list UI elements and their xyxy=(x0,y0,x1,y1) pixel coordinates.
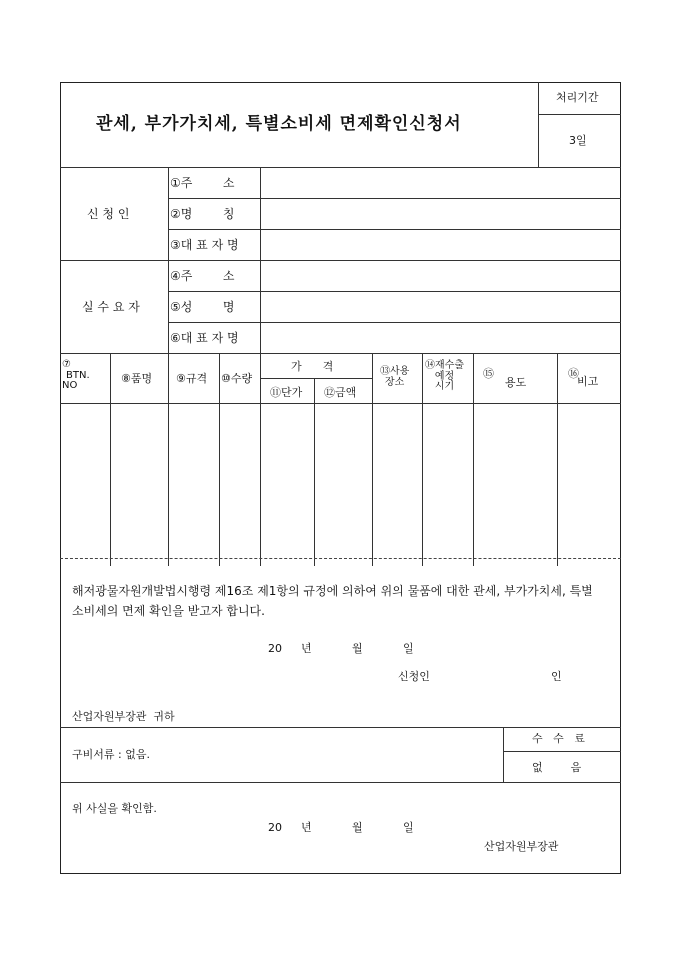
divider xyxy=(168,353,169,566)
signer-label: 신청인 xyxy=(398,670,430,683)
column-header-amount: ⑫금액 xyxy=(324,386,357,399)
divider xyxy=(473,353,474,566)
applicant-label: 신 청 인 xyxy=(87,207,130,221)
applicant-name-label: ②명 칭 xyxy=(170,207,235,221)
divider xyxy=(168,322,621,323)
divider xyxy=(60,167,621,168)
confirming-authority: 산업자원부장관 xyxy=(484,840,559,853)
form-title: 관세, 부가가치세, 특별소비세 면제확인신청서 xyxy=(96,114,462,134)
column-header-purpose-number: ⑮ xyxy=(483,367,494,380)
column-header-quantity: ⑩수량 xyxy=(221,372,253,385)
seal-mark: 인 xyxy=(551,670,562,683)
column-header-reexport-date: ⑭재수출 예정 시기 xyxy=(425,360,464,392)
end-user-label: 실 수 요 자 xyxy=(82,300,140,314)
end-user-name-label: ⑤성 명 xyxy=(170,300,235,314)
divider xyxy=(60,353,621,354)
divider xyxy=(314,378,315,566)
divider xyxy=(260,378,372,379)
column-header-unit-price: ⑪단가 xyxy=(270,386,303,399)
date-prefix: 20 xyxy=(268,642,282,655)
divider xyxy=(557,353,558,566)
divider xyxy=(538,114,621,115)
addressee: 산업자원부장관 귀하 xyxy=(72,710,175,723)
column-header-price: 가 격 xyxy=(291,360,334,373)
divider xyxy=(503,727,504,782)
divider xyxy=(168,198,621,199)
column-header-use-location: ⑬사용 장소 xyxy=(380,366,410,388)
declaration-line-1: 해저광물자원개발법시행령 제16조 제1항의 규정에 의하여 위의 물품에 대한 관세, 부가가치세, 특별 xyxy=(72,584,593,598)
column-header-btn-number: ⑦ BTN. NO xyxy=(62,359,90,391)
applicant-representative-label: ③대 표 자 명 xyxy=(170,238,239,252)
confirmation-month-label: 월 xyxy=(352,821,363,834)
confirmation-day-label: 일 xyxy=(403,821,414,834)
divider xyxy=(168,229,621,230)
confirmation-date-prefix: 20 xyxy=(268,821,282,834)
column-header-item-name: ⑧품명 xyxy=(121,372,153,385)
divider xyxy=(219,353,220,566)
column-header-purpose: 용도 xyxy=(505,376,527,389)
column-header-specification: ⑨규격 xyxy=(176,372,208,385)
divider xyxy=(60,403,621,404)
table-end-dashed-line xyxy=(60,558,621,559)
processing-period-label: 처리기간 xyxy=(556,91,599,104)
divider xyxy=(538,82,539,167)
end-user-address-label: ④주 소 xyxy=(170,269,235,283)
column-header-remarks-number: ⑯ xyxy=(568,367,579,380)
date-year-label: 년 xyxy=(301,642,312,655)
divider xyxy=(168,291,621,292)
fee-value: 없 음 xyxy=(532,761,582,774)
column-header-remarks: 비고 xyxy=(577,375,599,388)
confirmation-year-label: 년 xyxy=(301,821,312,834)
date-day-label: 일 xyxy=(403,642,414,655)
divider xyxy=(503,751,621,752)
divider xyxy=(422,353,423,566)
processing-period-value: 3일 xyxy=(569,134,587,147)
fee-label: 수 수 료 xyxy=(532,732,585,745)
divider xyxy=(60,782,621,783)
confirmation-text: 위 사실을 확인함. xyxy=(72,802,157,815)
date-month-label: 월 xyxy=(352,642,363,655)
divider xyxy=(260,353,261,566)
required-documents: 구비서류 : 없음. xyxy=(72,748,150,761)
divider xyxy=(60,260,621,261)
divider xyxy=(60,727,621,728)
divider xyxy=(110,353,111,566)
declaration-line-2: 소비세의 면제 확인을 받고자 합니다. xyxy=(72,604,265,618)
divider xyxy=(372,353,373,566)
end-user-representative-label: ⑥대 표 자 명 xyxy=(170,331,239,345)
applicant-address-label: ①주 소 xyxy=(170,176,235,190)
